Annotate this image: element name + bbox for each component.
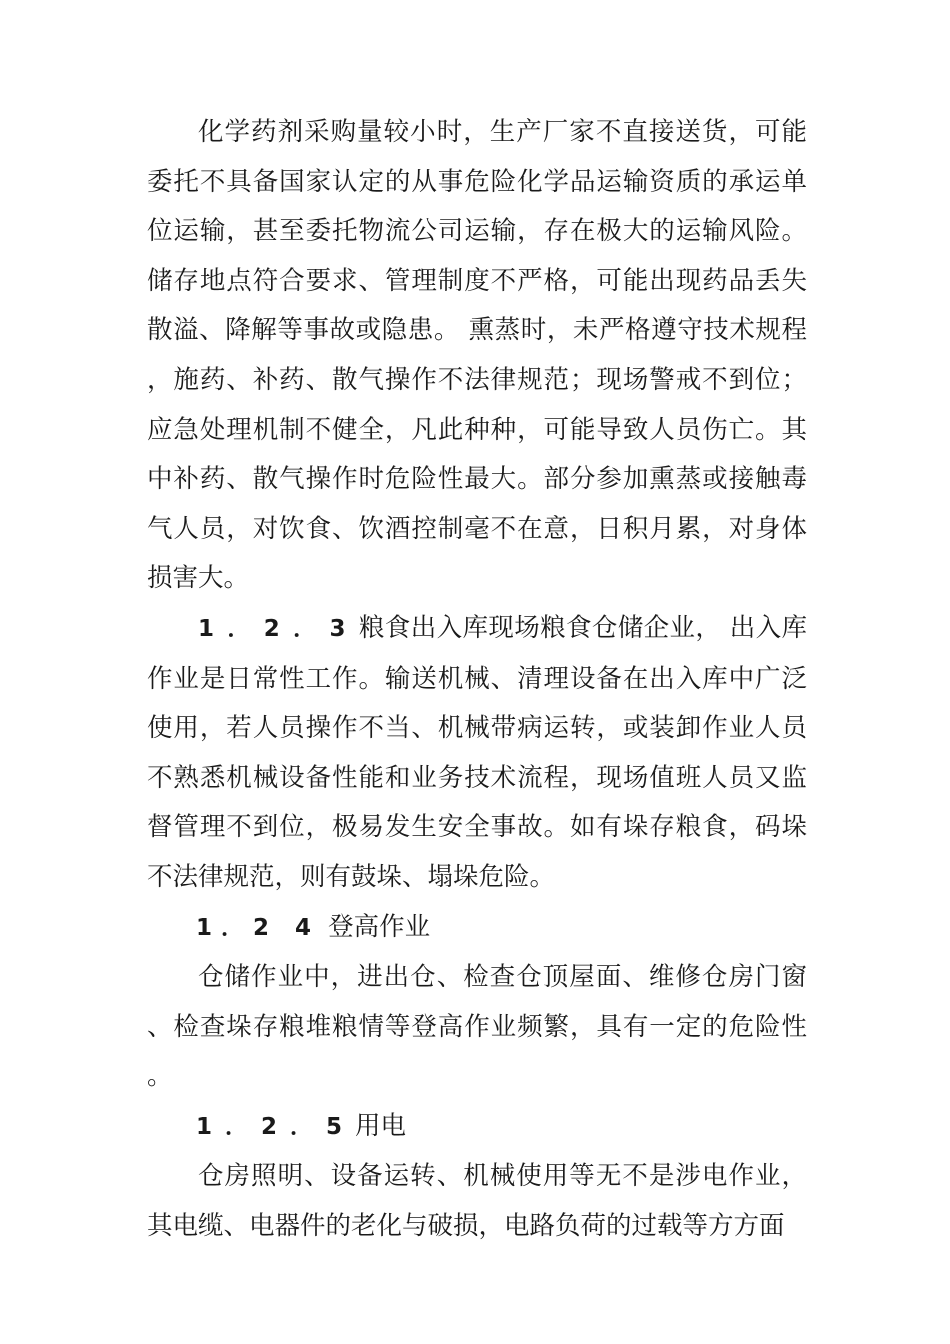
section-1-2-3 (147, 604, 807, 903)
section-number: 1．2．3 (198, 615, 359, 642)
section-1-2-4-heading (147, 903, 807, 954)
section-title: 登高作业 (328, 911, 431, 942)
section-title: 用电 (355, 1110, 407, 1141)
document-body (147, 108, 807, 1252)
paragraph-chemical-risks: 化学药剂采购量较小时，生产厂家不直接送货，可能委托不具备国家认定的从事危险化学品运输资质的承运单位运输，甚至委托物流公司运输，存在极大的运输风险。储存地点符合要求、管理制度不严格，可能出现药品丢失散溢、降解等事故或隐患。 熏蒸时，未严格遵守技术规程，施药、补药、散气操作不法律规范；现场警戒不到位；应急处理机制不健全，凡此种种，可能导致人员伤亡。其中补药、散气操作时危险性最大。部分参加熏蒸或接触毒气人员，对饮食、饮酒控制毫不在意，日积月累，对身体损害大。 (147, 117, 807, 594)
section-text: 粮食出入库现场粮食仓储企业， 出入库作业是日常性工作。输送机械、清理设备在出入库中广泛使用，若人员操作不当、机械带病运转，或装卸作业人员不熟悉机械设备性能和业务技术流程，现场值班人员又监督管理不到位，极易发生安全事故。如有垛存粮食，码垛不法律规范，则有鼓垛、塌垛危险。 (147, 612, 808, 892)
paragraph-climbing-work: 仓储作业中，进出仓、检查仓顶屋面、维修仓房门窗、检查垛存粮堆粮情等登高作业频繁，具有一定的危险性。 (147, 962, 807, 1092)
paragraph-electricity: 仓房照明、设备运转、机械使用等无不是涉电作业，其电缆、电器件的老化与破损，电路负荷的过载等方方面 (147, 1161, 807, 1242)
section-number: 1．2 4 (196, 914, 321, 941)
section-1-2-5-heading (147, 1102, 807, 1153)
section-number: 1．2．5 (196, 1113, 356, 1140)
